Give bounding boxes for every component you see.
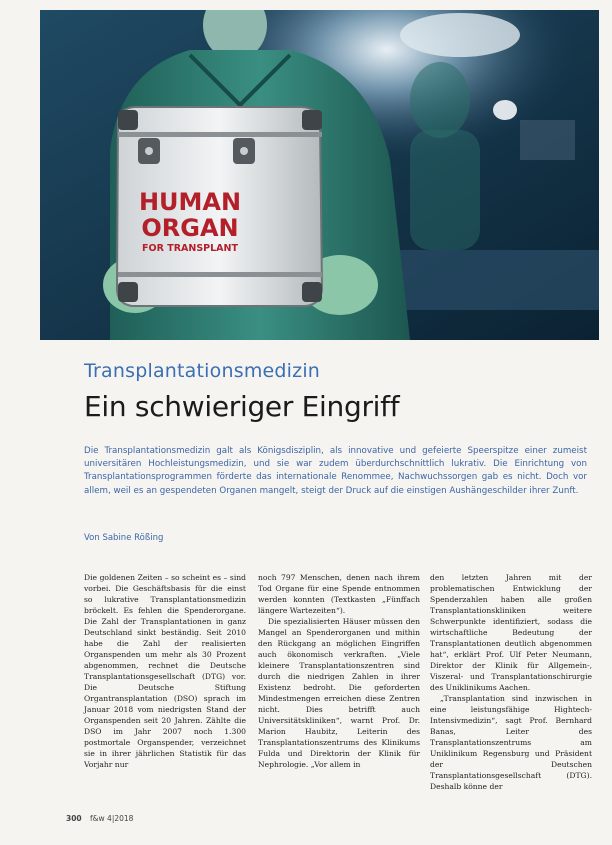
paragraph: „Transplantation sind inzwischen in eine leistungsfähige Hightech-Intensivmedizin“, sagt Prof. Bernhard Banas, Leiter des Transplantationszentrums am Uniklinikum Regensburg und Präsident der Deutschen Transplantationsgesellschaft (DTG). Deshalb könne der: [430, 694, 592, 791]
body-column-2: [258, 572, 420, 770]
page-footer: [66, 814, 133, 823]
box-label-line1: HUMAN: [138, 188, 242, 216]
box-label-line2: ORGAN: [141, 214, 239, 242]
header-photo: [40, 10, 599, 340]
paragraph: noch 797 Menschen, denen nach ihrem Tod Organe für eine Spende entnommen werden konnten (Textkasten „Fünffach längere Wartezeiten“).: [258, 573, 420, 615]
article-kicker: Transplantationsmedizin: [84, 360, 321, 382]
paragraph: Die spezialisierten Häuser müssen den Mangel an Spenderorganen und mithin den Rückgang an möglichen Eingriffen auch ökonomisch verkraften. „Viele kleinere Transplantationszentren sind durch die niedrigen Zahlen in ihrer Existenz bedroht. Die geforderten Mindestmengen erreichen diese Zentren nicht. Dies betrifft auch Universitätskliniken“, warnt Prof. Dr. Marion Haubitz, Leiterin des Transplantationszentrums des Klinikums Fulda und Direktorin der Klinik für Nephrologie. „Vor allem in: [258, 617, 420, 769]
surgeon-with-organ-box-illustration: [40, 10, 599, 340]
article-byline: Von Sabine Rößing: [84, 533, 164, 543]
body-column-1: [84, 572, 246, 770]
paragraph: den letzten Jahren mit der problematischen Entwicklung der Spenderzahlen haben alle großen Transplantationskliniken weitere Schwerpunkte identifiziert, sodass die wirtschaftliche Bedeutung der Transplantationen deutlich abgenommen hat“, erklärt Prof. Ulf Peter Neumann, Direktor der Klinik für Allgemein-, Viszeral- und Transplantationschirurgie des Uniklinikums Aachen.: [430, 573, 592, 692]
article-lead: Die Transplantationsmedizin galt als Königsdisziplin, als innovative und gefeierte Speerspitze einer zumeist universitären Hochleistungsmedizin, und sie war zudem überdurchschnittlich lukrativ. Die Einrichtung von Transplantationsprogrammen förderte das internationale Renommee, Nachwuchssorgen gab es nicht. Doch vor allem, weil es an gespendeten Organen mangelt, steigt der Druck auf die einstigen Aushängeschilder ihrer Zunft.: [84, 446, 587, 496]
box-label-line3: FOR TRANSPLANT: [142, 243, 238, 254]
page-number: 300: [66, 814, 82, 823]
body-column-3: [430, 572, 592, 792]
article-headline: Ein schwieriger Eingriff: [84, 390, 400, 423]
paragraph: Die goldenen Zeiten – so scheint es – sind vorbei. Die Geschäftsbasis für die einst so lukrative Transplantationsmedizin bröckelt. Es fehlen die Spenderorgane. Die Zahl der Transplantationen in ganz Deutschland sinkt beständig. Seit 2010 habe die Zahl der realisierten Organspenden um mehr als 30 Prozent abgenommen, rechnet die Deutsche Transplantationsgesellschaft (DTG) vor. Die Deutsche Stiftung Organtransplantation (DSO) sprach im Januar 2018 vom niedrigsten Stand der Organspenden seit 20 Jahren. Zählte die DSO im Jahr 2007 noch 1.300 postmortale Organspender, verzeichnet sie in ihrer jährlichen Statistik für das Vorjahr nur: [84, 573, 246, 769]
magazine-name: f&w 4|2018: [90, 814, 134, 823]
